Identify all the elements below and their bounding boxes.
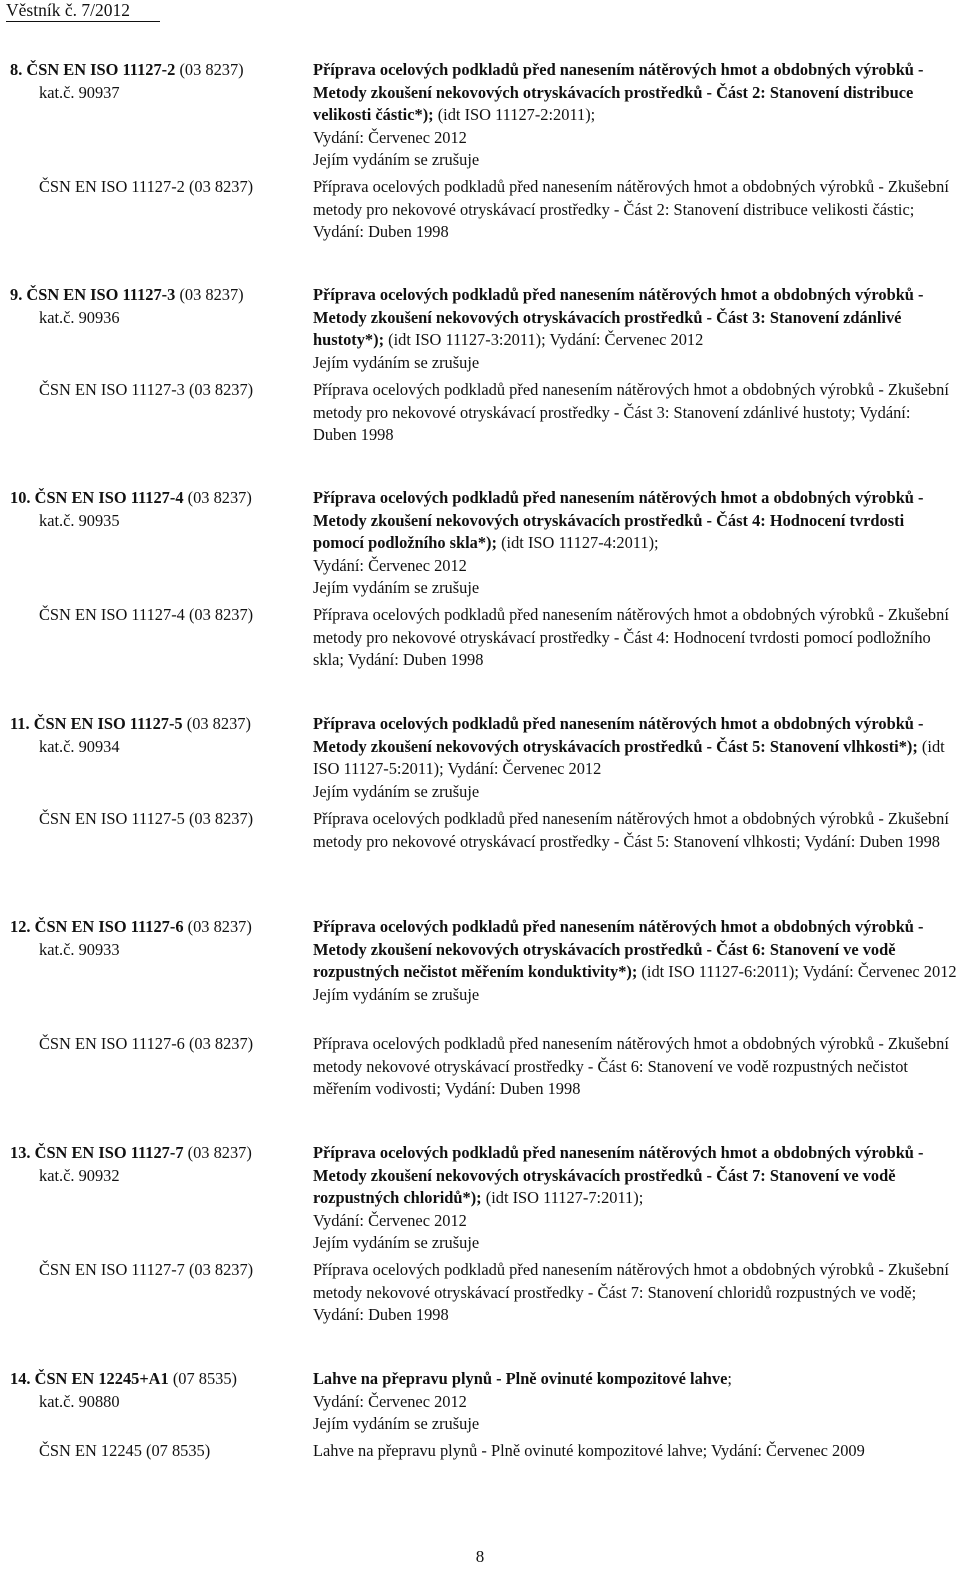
superseded-code: ČSN EN ISO 11127-5 (03 8237): [39, 809, 254, 828]
superseded-code: ČSN EN ISO 11127-7 (03 8237): [39, 1260, 254, 1279]
page-number: 8: [475, 1547, 485, 1566]
superseded-title: Příprava ocelových podkladů před nanesením nátěrových hmot a obdobných výrobků - Zkušební metody pro nekovové otryskávací prostředky - Část 5: Stanovení vlhkosti; Vydání: Duben 1998: [313, 809, 949, 851]
standard-title: Příprava ocelových podkladů před nanesením nátěrových hmot a obdobných výrobků - Metody zkoušení nekovových otryskávacích prostředků - Část 2: Stanovení distribuce velikosti částic*); (idt ISO 11127-2:2011);: [313, 60, 924, 124]
standard-title: Příprava ocelových podkladů před nanesením nátěrových hmot a obdobných výrobků - Metody zkoušení nekovových otryskávacích prostředků - Část 3: Stanovení zdánlivé hustoty*); (idt ISO 11127-3:2011); Vydání: Červenec 2012: [313, 285, 924, 349]
page-header: [6, 0, 160, 25]
superseded-title: Příprava ocelových podkladů před nanesením nátěrových hmot a obdobných výrobků - Zkušební metody nekovové otryskávací prostředky - Část 7: Stanovení chloridů rozpustných ve vodě; Vydání: Duben 1998: [313, 1260, 949, 1324]
header-rule: [6, 21, 160, 22]
superseded-code: ČSN EN 12245 (07 8535): [39, 1441, 211, 1460]
catalog-number: kat.č. 90935: [39, 510, 120, 530]
class-code: (03 8237): [186, 714, 251, 733]
standard-code: ČSN EN ISO 11127-5: [33, 714, 183, 733]
superseded-code: ČSN EN ISO 11127-2 (03 8237): [39, 177, 254, 196]
issue-date: Vydání: Červenec 2012: [313, 555, 467, 575]
journal-title: Věstník č. 7/2012: [6, 0, 130, 20]
standard-title: Příprava ocelových podkladů před nanesením nátěrových hmot a obdobných výrobků - Metody zkoušení nekovových otryskávacích prostředků - Část 4: Hodnocení tvrdosti pomocí podložního skla*); (idt ISO 11127-4:2011);: [313, 488, 924, 552]
supersedes-label: Jejím vydáním se zrušuje: [313, 578, 480, 597]
supersedes-label: Jejím vydáním se zrušuje: [313, 352, 480, 372]
issue-date: Vydání: Červenec 2012: [313, 127, 467, 147]
superseded-title: Příprava ocelových podkladů před nanesením nátěrových hmot a obdobných výrobků - Zkušební metody pro nekovové otryskávací prostředky - Část 4: Hodnocení tvrdosti pomocí podložního skla; Vydání: Duben 1998: [313, 605, 949, 669]
issue-date: Vydání: Červenec 2012: [313, 1210, 467, 1230]
supersedes-label: Jejím vydáním se zrušuje: [313, 984, 480, 1004]
catalog-number: kat.č. 90936: [39, 307, 120, 327]
superseded-title: Lahve na přepravu plynů - Plně ovinuté kompozitové lahve; Vydání: Červenec 2009: [313, 1441, 865, 1460]
supersedes-label: Jejím vydáním se zrušuje: [313, 1233, 480, 1252]
standard-title: Příprava ocelových podkladů před nanesením nátěrových hmot a obdobných výrobků - Metody zkoušení nekovových otryskávacích prostředků - Část 5: Stanovení vlhkosti*); (idt ISO 11127-5:2011); Vydání: Červenec 2012: [313, 714, 945, 778]
supersedes-label: Jejím vydáním se zrušuje: [313, 1414, 480, 1433]
catalog-number: kat.č. 90932: [39, 1165, 120, 1185]
standard-code: ČSN EN ISO 11127-3: [26, 285, 176, 304]
catalog-number: kat.č. 90937: [39, 82, 120, 102]
standard-title: Příprava ocelových podkladů před nanesením nátěrových hmot a obdobných výrobků - Metody zkoušení nekovových otryskávacích prostředků - Část 6: Stanovení ve vodě rozpustných nečistot měřením konduktivity*); (idt ISO 11127-6:2011); Vydání: Červenec 2012: [313, 917, 957, 981]
catalog-number: kat.č. 90880: [39, 1391, 120, 1411]
superseded-title: Příprava ocelových podkladů před nanesením nátěrových hmot a obdobných výrobků - Zkušební metody nekovové otryskávací prostředky - Část 6: Stanovení ve vodě rozpustných nečistot měřením vodivosti; Vydání: Duben 1998: [313, 1034, 949, 1098]
superseded-code: ČSN EN ISO 11127-3 (03 8237): [39, 380, 254, 399]
catalog-number: kat.č. 90933: [39, 939, 120, 959]
standard-title: Lahve na přepravu plynů - Plně ovinuté kompozitové lahve;: [313, 1369, 732, 1388]
standard-code: ČSN EN ISO 11127-4: [34, 488, 184, 507]
class-code: (03 8237): [179, 60, 244, 79]
standard-code: ČSN EN 12245+A1: [34, 1369, 169, 1388]
supersedes-label: Jejím vydáním se zrušuje: [313, 781, 480, 801]
issue-date: Vydání: Červenec 2012: [313, 1391, 467, 1411]
class-code: (07 8535): [172, 1369, 238, 1388]
superseded-title: Příprava ocelových podkladů před nanesením nátěrových hmot a obdobných výrobků - Zkušební metody pro nekovové otryskávací prostředky - Část 2: Stanovení distribuce velikosti částic; Vydání: Duben 1998: [313, 177, 949, 241]
catalog-number: kat.č. 90934: [39, 736, 120, 756]
class-code: (03 8237): [187, 488, 252, 507]
class-code: (03 8237): [179, 285, 244, 304]
standard-code: ČSN EN ISO 11127-7: [34, 1143, 184, 1162]
supersedes-label: Jejím vydáním se zrušuje: [313, 150, 480, 169]
superseded-code: ČSN EN ISO 11127-6 (03 8237): [39, 1034, 254, 1053]
standard-code: ČSN EN ISO 11127-6: [34, 917, 184, 936]
superseded-title: Příprava ocelových podkladů před nanesením nátěrových hmot a obdobných výrobků - Zkušební metody pro nekovové otryskávací prostředky - Část 3: Stanovení zdánlivé hustoty; Vydání: Duben 1998: [313, 380, 949, 444]
superseded-code: ČSN EN ISO 11127-4 (03 8237): [39, 605, 254, 624]
standard-title: Příprava ocelových podkladů před nanesením nátěrových hmot a obdobných výrobků - Metody zkoušení nekovových otryskávacích prostředků - Část 7: Stanovení ve vodě rozpustných chloridů*); (idt ISO 11127-7:2011);: [313, 1143, 924, 1207]
standard-code: ČSN EN ISO 11127-2: [26, 60, 176, 79]
class-code: (03 8237): [187, 1143, 252, 1162]
class-code: (03 8237): [187, 917, 252, 936]
